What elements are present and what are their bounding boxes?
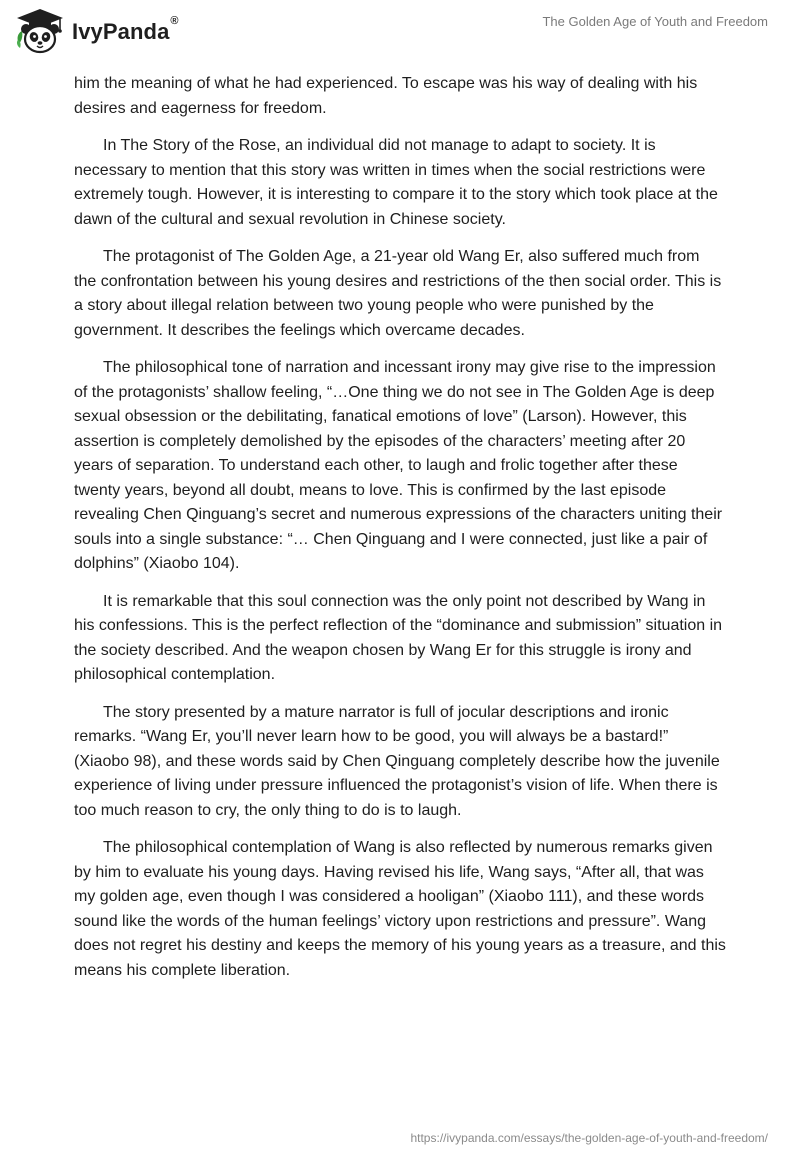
essay-body [74, 72, 726, 996]
registered-mark: ® [170, 15, 179, 27]
essay-paragraph-1: him the meaning of what he had experienced. To escape was his way of dealing with his desires and eagerness for freedom. [74, 75, 698, 117]
essay-paragraph-2: In The Story of the Rose, an individual did not manage to adapt to society. It is necessary to mention that this story was written in times when the social restrictions were extremely tough. However, it is interesting to compare it to the story which took place at the dawn of the cultural and sexual revolution in Chinese society. [74, 137, 718, 228]
page-header [0, 0, 800, 64]
essay-paragraph-7: The philosophical contemplation of Wang is also reflected by numerous remarks given by him to evaluate his young days. Having revised his life, Wang says, “After all, that was my golden age, even though I was considered a hooligan” (Xiaobo 111), and these words sound like the words of the human feelings’ victory upon restrictions and pressure”. Wang does not regret his destiny and keeps the memory of his young years as a treasure, and this means his complete liberation. [74, 839, 726, 979]
document-title: The Golden Age of Youth and Freedom [542, 14, 768, 29]
source-url-link[interactable]: https://ivypanda.com/essays/the-golden-age-of-youth-and-freedom/ [410, 1131, 768, 1145]
panda-logo-icon [14, 6, 66, 56]
essay-paragraph-6: The story presented by a mature narrator is full of jocular descriptions and ironic remarks. “Wang Er, you’ll never learn how to be good, you will always be a bastard!” (Xiaobo 98), and these words said by Chen Qinguang completely describe how the juvenile experience of living under pressure influenced the protagonist’s vision of life. When there is too much reason to cry, the only thing to do is to laugh. [74, 703, 720, 819]
brand-logo[interactable] [14, 6, 179, 56]
essay-paragraph-4: The philosophical tone of narration and incessant irony may give rise to the impression of the protagonists’ shallow feeling, “…One thing we do not see in The Golden Age is deep sexual obsession or the debilitating, fanatical emotions of love” (Larson). However, this assertion is completely demolished by the episodes of the characters’ meeting after 20 years of separation. To understand each other, to laugh and frolic together after these twenty years, beyond all doubt, means to love. This is confirmed by the last episode revealing Chen Qinguang’s secret and numerous expressions of the characters uniting their souls into a single substance: “… Chen Qinguang and I were connected, just like a pair of dolphins” (Xiaobo 104). [74, 359, 723, 572]
essay-paragraph-3: The protagonist of The Golden Age, a 21-year old Wang Er, also suffered much from the confrontation between his young desires and restrictions of the then social order. This is a story about illegal relation between two young people who were punished by the government. It describes the feelings which overcame decades. [74, 248, 722, 339]
brand-name: IvyPanda® [72, 15, 179, 44]
essay-paragraph-5: It is remarkable that this soul connection was the only point not described by Wang in his confessions. This is the perfect reflection of the “dominance and submission” situation in the society described. And the weapon chosen by Wang Er for this struggle is irony and philosophical contemplation. [74, 592, 723, 683]
